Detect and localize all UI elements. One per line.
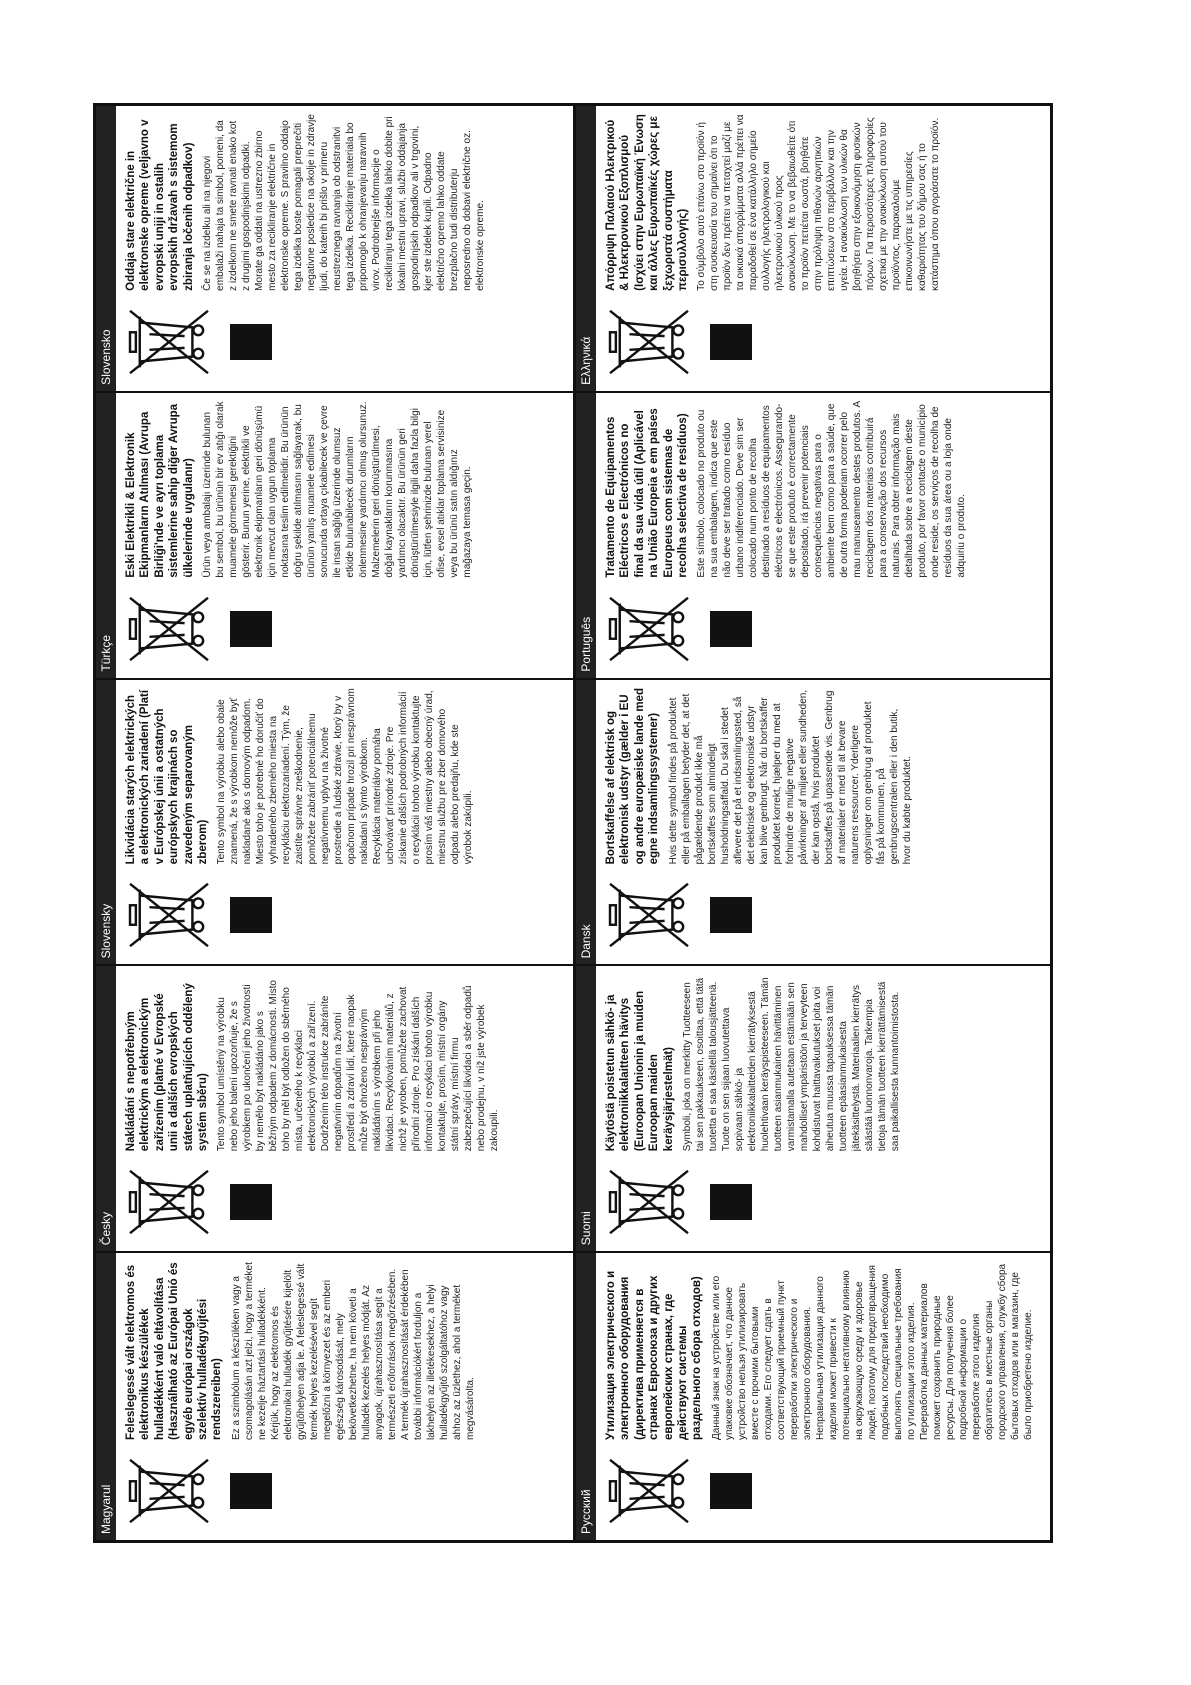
language-header: Česky [96, 966, 116, 1251]
language-header: Suomi [576, 966, 596, 1251]
section-title: Oddaja stare električne in elektronske opreme (veljavno v evropski uniji in ostalih evropskih državah s sistemom zbiranja ločenih odpadkov) [125, 119, 195, 291]
section-title: Απόρριψη Παλαιού Ηλεκτρικού & Ηλεκτρονικού Εξοπλισμού (Ισχύει στην Ευρωπαϊκή Ένωση και άλλες Ευρωπαϊκές χώρες με ξεχωριστά συστήματα περισυλλογής) [605, 114, 689, 291]
crossed-bin-icon [124, 1163, 214, 1241]
crossed-bin-icon [604, 303, 694, 381]
section-greek [576, 106, 1050, 393]
black-bar [710, 324, 752, 360]
crossed-bin-icon [604, 1452, 694, 1530]
black-bar [230, 1184, 272, 1220]
black-bar [710, 1473, 752, 1509]
black-bar [230, 324, 272, 360]
section-turkish [96, 393, 573, 680]
bottom-row [573, 106, 1050, 1540]
sections-grid [96, 106, 1050, 1540]
black-bar [710, 1184, 752, 1220]
section-portuguese [576, 393, 1050, 680]
section-danish [576, 680, 1050, 967]
black-bar [230, 611, 272, 647]
crossed-bin-icon [124, 303, 214, 381]
language-header: Ελληνικά [576, 106, 596, 391]
language-header: Slovensky [96, 680, 116, 965]
crossed-bin-icon [604, 876, 694, 954]
crossed-bin-icon [124, 590, 214, 668]
language-header: Türkçe [96, 393, 116, 678]
black-bar [710, 611, 752, 647]
section-russian [576, 1253, 1050, 1540]
section-slovenian [96, 106, 573, 393]
language-header: Slovensko [96, 106, 116, 391]
section-czech [96, 966, 573, 1253]
section-hungarian [96, 1253, 573, 1540]
section-body: Tento symbol na výrobku alebo obale znamená, že s výrobkom nemôže byť nakladané ako s domovým odpadom. Miesto toho je potrebné ho doručiť do vyhradeného zberného miesta na recykláciu elektrozariadení. Tým, že zaistíte správne zneškodnenie, pomôžete zabrániť potenciálnemu negatívnemu vplyvu na životné prostredie a ľudské zdravie, ktorý by v opačnom prípade hrozil pri nesprávnom nakladaní s týmto výrobkom. Recyklácia materiálov pomáha uchovávať prírodné zdroje. Pre získanie ďalších podrobných informácií o recyklácii tohoto výrobku kontaktujte prosím váš miestny alebo obecný úrad, miestnu službu pre zber domového odpadu alebo predajňu, kde ste výrobok zakúpili. [216, 688, 475, 865]
section-title: Eski Elektrikli & Elektronik Ekipmanların Atılması (Avrupa Birliği'nde ve ayrı toplama sistemlerine sahip diğer Avrupa ülkelerinde uygulanır) [125, 403, 195, 578]
section-body: Symboli, joka on merkitty Tuotteeseen tai sen pakkaukseen, osoittaa, että tätä tuotetta ei saa käsitellä talousjätteenä. Tuote on sen sijaan luovutettava sopivaan sähkö- ja elektroniikkalaitteiden kierrätyksestä huolehtivaan keräyspisteeseen. Tämän tuotteen asianmukainen hävittäminen varmistamalla autetaan estämään sen mahdolliset ympäristöön ja terveyteen kohdistuvat haittavaikutukset joita voi aiheutua muussa tapauksessa tämän tuotteen epäasianmukaisesta jätekäsittelystä. Materiaalien kierrätys säästää luonnonvaroja. Tarkempia tietoja tämän tuotteen kierrättämisestä saa paikallisesta kunnantoimistosta. [681, 977, 901, 1152]
rotated-content [96, 106, 1050, 1540]
top-row [96, 106, 573, 1540]
section-body: Данный знак на устройстве или его упаковке обозначает, что данное устройство нельзя утилизировать вместе с прочими бытовыми отходами. Его следует сдать в соответствующий приемный пункт переработки электрического и электронного оборудования. Неправильная утилизация данного изделия может привести к потенциально негативному влиянию на окружающую среду и здоровье людей, поэтому для предотвращения подобных последствий необходимо выполнять специальные требования по утилизации этого изделия. Переработка данных материалов поможет сохранить природные ресурсы. Для получения более подробной информации о переработке этого изделия обратитесь в местные органы городского управления, службу сбора бытовых отходов или в магазин, где было приобретено изделие. [710, 1263, 1034, 1440]
section-slovak [96, 680, 573, 967]
section-body: Ez a szimbólum a készüléken vagy a csomagolásán azt jelzi, hogy a terméket ne kezelje háztartási hulladékként. Kérjük, hogy az elektromos és elektronikai hulladék gyűjtésére kijelölt gyűjtőhelyen adja le. A feleslegessé vált termék helyes kezelésével segít megelőzni a környezet és az emberi egészség károsodását, mely bekövetkezhetne, ha nem követi a hulladék kezelés helyes módját. Az anyagok, újrahasznosítása segít a természeti erőforrások megőrzésében. A termék újrahasznosítását érdekében további információkért forduljon a lakhelyén az illetékesekhez, a helyi hulladékgyűjtő szolgáltatóhoz vagy ahhoz az üzlethez, ahol a terméket megvásárolta. [230, 1262, 476, 1440]
section-title: Nakládání s nepotřebným elektrickým a elektronickým zařízením (platné v Evropské unii a dalších evropských státech uplatňujících oddělený systém sběru) [125, 983, 209, 1152]
section-body: Če se na izdelku ali na njegovi embalaži nahaja ta simbol, pomeni, da z izdelkom ne smete ravnati enako kot z drugimi gospodinjskimi odpadki. Morate ga oddati na ustrezno zbirno mesto za recikliranje električne in elektronske opreme. S pravilno oddajo tega izdelka boste pomagali preprečiti negativne posledice na okolje in zdravje ljudi, do katerih bi prišlo v primeru neustreznega ravnanja ob odstranitvi tega izdelka. Recikliranje materiala bo pripomoglo k ohranjevanju naravnih virov. Podrobnejše informacije o recikliranju tega izdelka lahko dobite pri lokalni mestni upravi, službi oddajanja gospodinjskih odpadkov ali v trgovini, kjer ste izdelek kupili. Odpadno električno opremo lahko oddate brezplačno tudi distributerju neposredno ob dobavi električne oz. elektronske opreme. [201, 114, 486, 291]
section-title: Feleslegessé vált elektromos és elektronikus készülékek hulladékként való eltávolítása (Használható az Európai Unió és egyéb európai országok szelektív hulladékgyűjtési rendszereiben) [125, 1262, 224, 1440]
black-bar [230, 1473, 272, 1509]
crossed-bin-icon [604, 590, 694, 668]
section-title: Bortskaffelse af elektrisk og elektronisk udstyr (gælder i EU og andre europæiske lande med egne indsamlingssystemer) [605, 688, 661, 865]
language-header: Português [576, 393, 596, 678]
section-body: Ürün veya ambalajı üzerinde bulunan bu sembol, bu ürünün bir ev atığı olarak muamele görmemesi gerektiğini gösterir. Bunun yerine, elektrikli ve elektronik ekipmanların geri dönüşümü için mevcut olan uygun toplama noktasına teslim edilmelidir. Bu ürünün doğru şekilde atılmasını sağlayarak, bu ürünün yanlış muamele edilmesi sonucunda ortaya çıkabilecek ve çevre ile insan sağlığı üzerinde olumsuz etkide bulunabilecek durumların önlenmesine yardımcı olmuş olursunuz. Malzemelerin geri dönüştürülmesi, doğal kaynakların korunmasına yardımcı olacaktır. Bu ürünün geri dönüştürülmesiyle ilgili daha fazla bilgi için, lütfen şehrinizde bulunan yerel ofise, evsel atıklar toplama servisinize veya bu ürünü satın aldığınız mağazaya temasa geçin. [201, 401, 473, 578]
section-title: Tratamento de Equipamentos Eléctricos e Electrónicos no final da sua vida útil (Aplicável na União Europeia e em países Europeus com sistemas de recolha selectiva de resíduos) [605, 408, 689, 578]
section-finnish [576, 966, 1050, 1253]
section-body: Το σύμβολο αυτό επάνω στο προϊόν ή στη συσκευασία του σημαίνει ότι το προϊόν δεν πρέπει να πεταχτεί μαζί με τα οικιακά απορρίμματα αλλά πρέπει να παραδοθεί σε ένα κατάλληλο σημείο συλλογής ηλεκτρολογικού και ηλεκτρονικού υλικού προς ανακύκλωση. Με το να βεβαιωθείτε ότι το προϊόν πετιέται σωστά, βοηθάτε στην πρόληψη πιθανών αρνητικών επιπτώσεων στο περιβάλλον και την υγεία. Η ανακύκλωση των υλικών θα βοηθήσει στην εξοικονόμηση φυσικών πόρων. Για περισσότερες πληροφορίες σχετικά με την ανακύκλωση αυτού του προϊόντος, παρακαλούμε επικοινωνήστε με τις υπηρεσίες καθαριότητας του δήμου σας ή το κατάστημα όπου αγοράσατε το προϊόν. [696, 114, 942, 291]
section-title: Käytöstä poistetun sähkö- ja elektroniikkalaitteen hävitys (Euroopan Unionin ja muiden Euroopan maiden keräysjärjestelmät) [605, 990, 675, 1152]
crossed-bin-icon [604, 1163, 694, 1241]
crossed-bin-icon [124, 876, 214, 954]
crossed-bin-icon [124, 1452, 214, 1530]
language-header: Magyarul [96, 1253, 116, 1540]
black-bar [230, 897, 272, 933]
section-body: Este símbolo, colocado no produto ou na sua embalagem, indica que este não deve ser tratado como resíduo urbano indiferenciado. Deve sim ser colocado num ponto de recolha destinado a resíduos de equipamentos eléctricos e electrónicos. Assegurando-se que este produto é correctamente depositado, irá prevenir potenciais consequências negativas para o ambiente bem como para a saúde, que de outra forma poderiam ocorrer pelo mau manuseamento destes produtos. A reciclagem dos materiais contribuirá para a conservação dos recursos naturais. Para obter informação mais detalhada sobre a reciclagem deste produto, por favor contacte o município onde reside, os serviços de recolha de resíduos da sua área ou a loja onde adquiriu o produto. [696, 401, 968, 578]
section-body: Hvis dette symbol findes på produktet eller på emballagen betyder det, at det pågældende produkt ikke må bortskaffes som almindeligt husholdningsaffald. Du skal i stedet aflevere det på et indsamlingssted, så det elektriske og elektroniske udstyr kan blive genbrugt. Når du bortskaffer produktet korrekt, hjælper du med at forhindre de mulige negative påvirkninger af miljøet eller sundheden, der kan opstå, hvis produktet bortskaffes på upassende vis. Genbrug af materialer er med til at bevare naturens ressourcer. Yderligere oplysninger om genbrug af produktet fås på kommunen, på genbrugscentralen eller i den butik, hvor du købte produktet. [667, 689, 913, 865]
section-title: Likvidácia starých elektrických a elektronických zariadení (Platí v Európskej únii a ostatných európskych krajinách so zavedeným separovaným zberom) [125, 689, 209, 865]
language-header: Dansk [576, 680, 596, 965]
document-page [93, 103, 1053, 1543]
section-body: Tento symbol umístěný na výrobku nebo jeho balení upozorňuje, že s výrobkem po ukončení jeho životnosti by nemělo být nakládáno jako s běžným odpadem z domácnosti. Místo toho by měl být odložen do sběrného místa, určeného k recyklaci elektronických výrobků a zařízení. Dodržením této instrukce zabráníte negativním dopadům na životní prostředí a zdraví lidí, které naopak může být ohroženo nesprávným nakládáním s výrobkem při jeho likvidaci. Recyklováním materiálů, z nichž je vyroben, pomůžete zachovat přírodní zdroje. Pro získání dalších informací o recyklaci tohoto výrobku kontaktujte, prosím, místní orgány státní správy, místní firmu zabezpečující likvidaci a sběr odpadů nebo prodejnu, v níž jste výrobek zakoupili. [216, 980, 501, 1152]
language-header: Русский [576, 1253, 596, 1540]
section-title: Утилизация электрического и электронного оборудования (директива применяется в странах Евросоюза и других европейских странах, где действуют системы раздельного сбора отходов) [605, 1270, 704, 1440]
black-bar [710, 897, 752, 933]
